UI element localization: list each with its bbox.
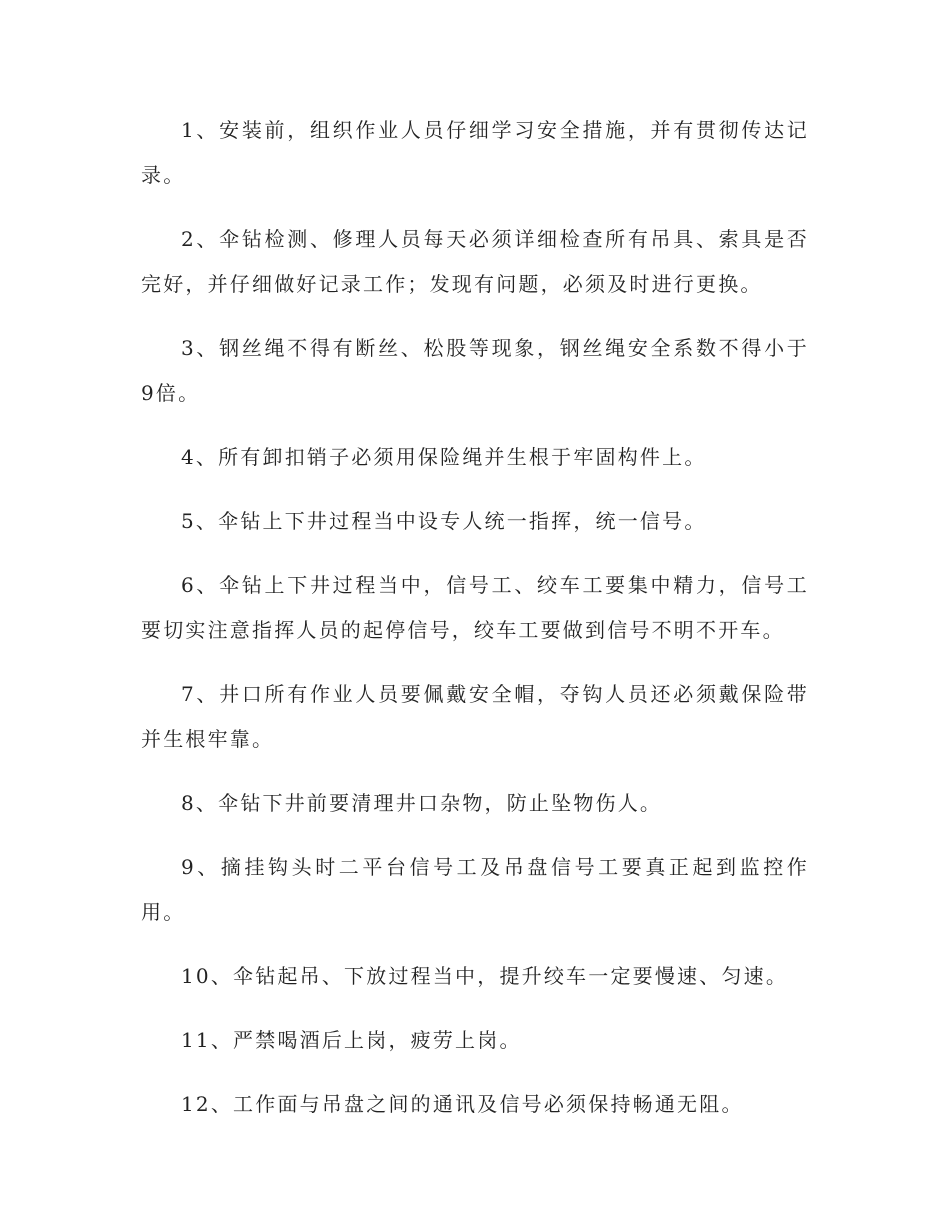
paragraph-3: 3、钢丝绳不得有断丝、松股等现象，钢丝绳安全系数不得小于9倍。	[141, 336, 809, 405]
paragraph-5: 5、伞钻上下井过程当中设专人统一指挥，统一信号。	[181, 509, 707, 533]
paragraph-8: 8、伞钻下井前要清理井口杂物，防止坠物伤人。	[181, 791, 663, 815]
paragraph-6: 6、伞钻上下井过程当中，信号工、绞车工要集中精力，信号工要切实注意指挥人员的起停信号，绞车工要做到信号不明不开车。	[141, 573, 809, 642]
paragraph-1: 1、安装前，组织作业人员仔细学习安全措施，并有贯彻传达记录。	[141, 118, 809, 187]
paragraph-2: 2、伞钻检测、修理人员每天必须详细检查所有吊具、索具是否完好，并仔细做好记录工作；发现有问题，必须及时进行更换。	[141, 227, 809, 296]
document-body	[141, 108, 809, 1146]
paragraph-12: 12、工作面与吊盘之间的通讯及信号必须保持畅通无阻。	[181, 1092, 744, 1116]
paragraph-9: 9、摘挂钩头时二平台信号工及吊盘信号工要真正起到监控作用。	[141, 855, 809, 924]
paragraph-11: 11、严禁喝酒后上岗，疲劳上岗。	[181, 1028, 522, 1052]
paragraph-7: 7、井口所有作业人员要佩戴安全帽，夺钩人员还必须戴保险带并生根牢靠。	[141, 682, 809, 751]
paragraph-10: 10、伞钻起吊、下放过程当中，提升绞车一定要慢速、匀速。	[181, 964, 789, 988]
paragraph-4: 4、所有卸扣销子必须用保险绳并生根于牢固构件上。	[181, 445, 707, 469]
